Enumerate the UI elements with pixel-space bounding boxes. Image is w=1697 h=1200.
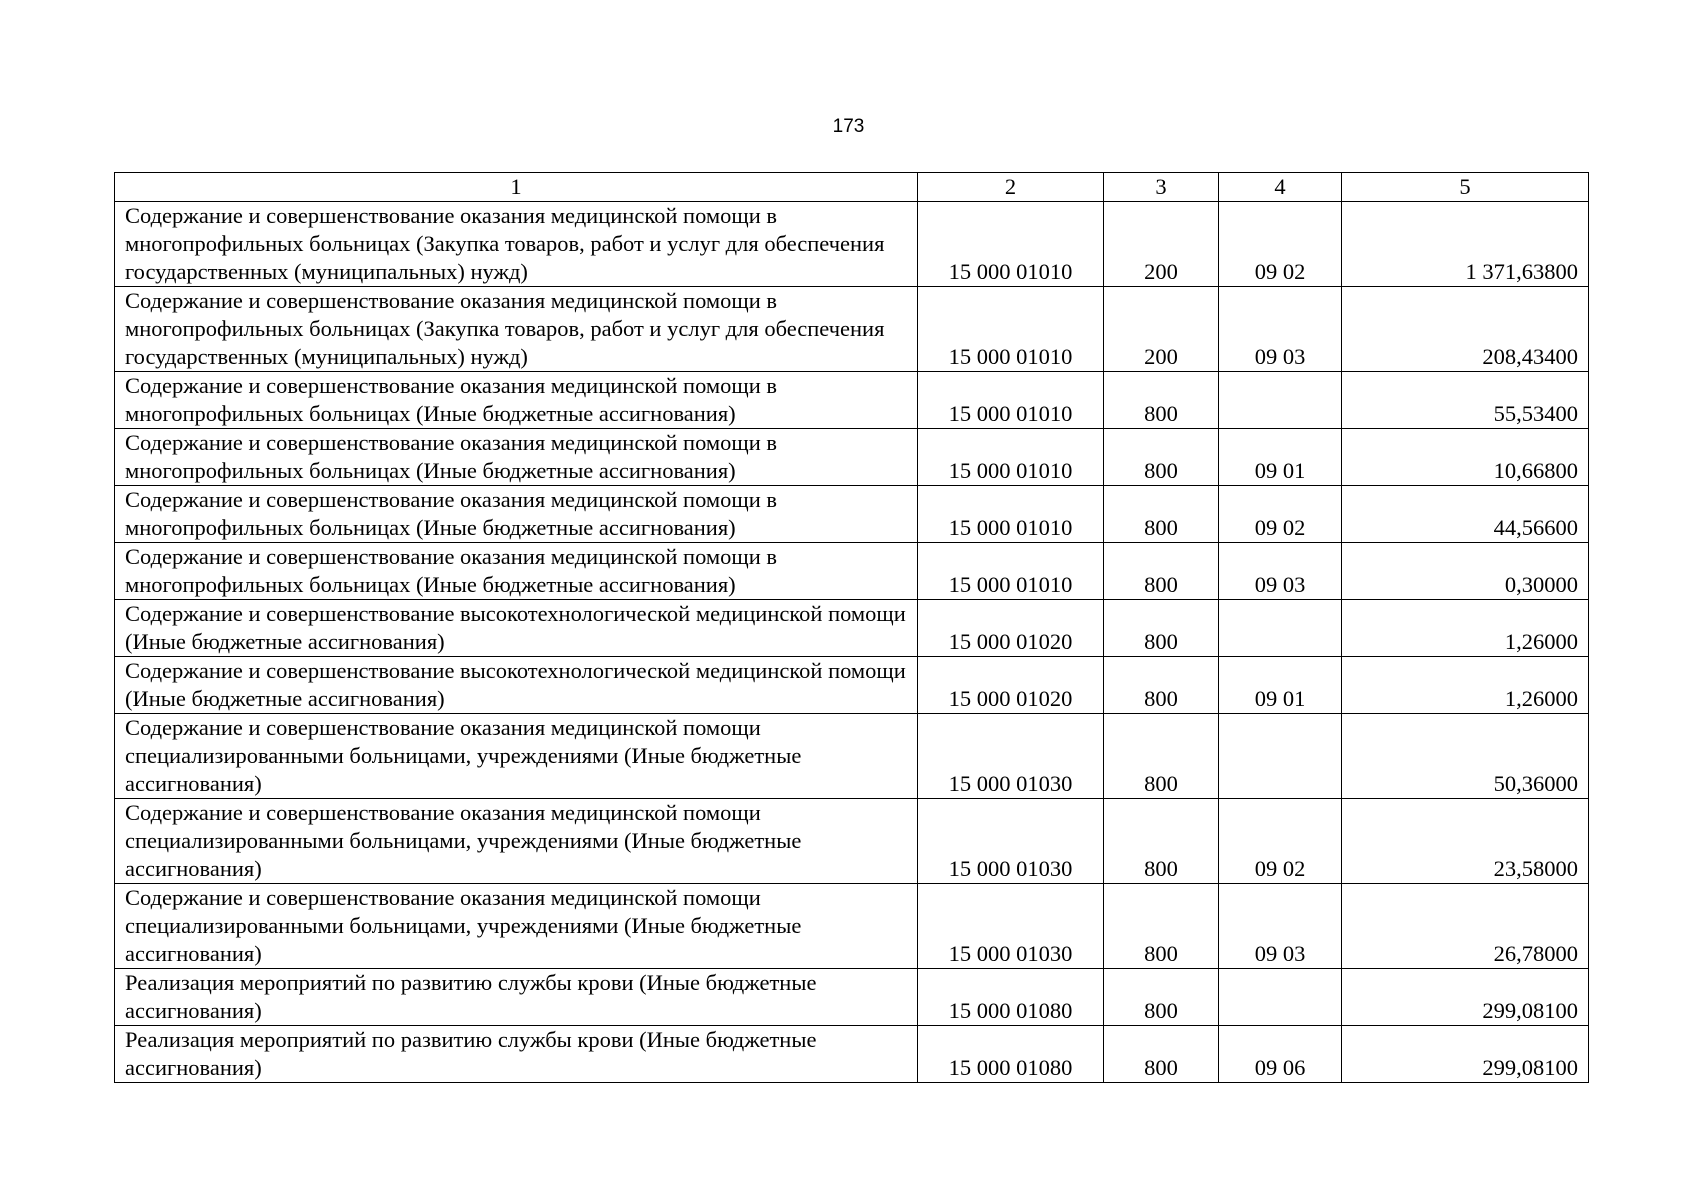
amount-cell: 299,08100 <box>1342 969 1589 1026</box>
section-cell <box>1219 600 1342 657</box>
table-row <box>115 372 1589 429</box>
section-cell: 09 03 <box>1219 884 1342 969</box>
expense-type-cell: 200 <box>1104 287 1219 372</box>
header-cell-3: 3 <box>1104 173 1219 202</box>
expense-name-cell: Содержание и совершенствование оказания медицинской помощи специализированными больницами, учреждениями (Иные бюджетные ассигнования) <box>115 799 918 884</box>
target-article-cell: 15 000 01080 <box>918 969 1104 1026</box>
section-cell: 09 01 <box>1219 657 1342 714</box>
page-number: 173 <box>832 116 865 137</box>
expense-name-cell: Содержание и совершенствование оказания медицинской помощи в многопрофильных больницах (Иные бюджетные ассигнования) <box>115 372 918 429</box>
target-article-cell: 15 000 01030 <box>918 884 1104 969</box>
table-row <box>115 486 1589 543</box>
header-cell-4: 4 <box>1219 173 1342 202</box>
table-row <box>115 429 1589 486</box>
amount-cell: 1,26000 <box>1342 657 1589 714</box>
target-article-cell: 15 000 01010 <box>918 287 1104 372</box>
expense-type-cell: 200 <box>1104 202 1219 287</box>
amount-cell: 299,08100 <box>1342 1026 1589 1083</box>
header-row <box>115 173 1589 202</box>
amount-cell: 23,58000 <box>1342 799 1589 884</box>
expense-type-cell: 800 <box>1104 372 1219 429</box>
table-row <box>115 600 1589 657</box>
section-cell: 09 06 <box>1219 1026 1342 1083</box>
section-cell: 09 01 <box>1219 429 1342 486</box>
target-article-cell: 15 000 01010 <box>918 486 1104 543</box>
target-article-cell: 15 000 01010 <box>918 543 1104 600</box>
table-row <box>115 884 1589 969</box>
table-row <box>115 799 1589 884</box>
header-cell-1: 1 <box>115 173 918 202</box>
expense-name-cell: Реализация мероприятий по развитию службы крови (Иные бюджетные ассигнования) <box>115 1026 918 1083</box>
expense-name-cell: Содержание и совершенствование оказания медицинской помощи в многопрофильных больницах (Иные бюджетные ассигнования) <box>115 486 918 543</box>
expense-type-cell: 800 <box>1104 884 1219 969</box>
section-cell: 09 03 <box>1219 287 1342 372</box>
expense-type-cell: 800 <box>1104 1026 1219 1083</box>
target-article-cell: 15 000 01030 <box>918 799 1104 884</box>
amount-cell: 10,66800 <box>1342 429 1589 486</box>
expense-name-cell: Содержание и совершенствование оказания медицинской помощи в многопрофильных больницах (Закупка товаров, работ и услуг для обеспечения государственных (муниципальных) нужд) <box>115 202 918 287</box>
table-row <box>115 969 1589 1026</box>
amount-cell: 208,43400 <box>1342 287 1589 372</box>
expense-type-cell: 800 <box>1104 543 1219 600</box>
amount-cell: 55,53400 <box>1342 372 1589 429</box>
expense-name-cell: Содержание и совершенствование оказания медицинской помощи специализированными больницами, учреждениями (Иные бюджетные ассигнования) <box>115 884 918 969</box>
table-row <box>115 657 1589 714</box>
amount-cell: 1 371,63800 <box>1342 202 1589 287</box>
target-article-cell: 15 000 01010 <box>918 202 1104 287</box>
section-cell: 09 02 <box>1219 202 1342 287</box>
target-article-cell: 15 000 01010 <box>918 372 1104 429</box>
target-article-cell: 15 000 01020 <box>918 600 1104 657</box>
table-row <box>115 543 1589 600</box>
amount-cell: 44,56600 <box>1342 486 1589 543</box>
expense-name-cell: Содержание и совершенствование высокотехнологической медицинской помощи (Иные бюджетные ассигнования) <box>115 600 918 657</box>
target-article-cell: 15 000 01080 <box>918 1026 1104 1083</box>
expense-type-cell: 800 <box>1104 429 1219 486</box>
amount-cell: 26,78000 <box>1342 884 1589 969</box>
table-row <box>115 202 1589 287</box>
target-article-cell: 15 000 01030 <box>918 714 1104 799</box>
section-cell <box>1219 372 1342 429</box>
expense-name-cell: Содержание и совершенствование оказания медицинской помощи специализированными больницами, учреждениями (Иные бюджетные ассигнования) <box>115 714 918 799</box>
expense-name-cell: Содержание и совершенствование высокотехнологической медицинской помощи (Иные бюджетные ассигнования) <box>115 657 918 714</box>
expense-name-cell: Содержание и совершенствование оказания медицинской помощи в многопрофильных больницах (Закупка товаров, работ и услуг для обеспечения государственных (муниципальных) нужд) <box>115 287 918 372</box>
expense-type-cell: 800 <box>1104 799 1219 884</box>
table-row <box>115 714 1589 799</box>
section-cell: 09 02 <box>1219 799 1342 884</box>
expense-type-cell: 800 <box>1104 714 1219 799</box>
expense-type-cell: 800 <box>1104 969 1219 1026</box>
section-cell <box>1219 969 1342 1026</box>
table-row <box>115 287 1589 372</box>
section-cell: 09 03 <box>1219 543 1342 600</box>
amount-cell: 1,26000 <box>1342 600 1589 657</box>
target-article-cell: 15 000 01010 <box>918 429 1104 486</box>
table-row <box>115 1026 1589 1083</box>
expense-type-cell: 800 <box>1104 657 1219 714</box>
amount-cell: 50,36000 <box>1342 714 1589 799</box>
expense-name-cell: Содержание и совершенствование оказания медицинской помощи в многопрофильных больницах (Иные бюджетные ассигнования) <box>115 543 918 600</box>
expense-type-cell: 800 <box>1104 600 1219 657</box>
section-cell: 09 02 <box>1219 486 1342 543</box>
expense-type-cell: 800 <box>1104 486 1219 543</box>
header-cell-5: 5 <box>1342 173 1589 202</box>
budget-table <box>114 172 1589 1083</box>
amount-cell: 0,30000 <box>1342 543 1589 600</box>
target-article-cell: 15 000 01020 <box>918 657 1104 714</box>
expense-name-cell: Реализация мероприятий по развитию службы крови (Иные бюджетные ассигнования) <box>115 969 918 1026</box>
section-cell <box>1219 714 1342 799</box>
header-cell-2: 2 <box>918 173 1104 202</box>
expense-name-cell: Содержание и совершенствование оказания медицинской помощи в многопрофильных больницах (Иные бюджетные ассигнования) <box>115 429 918 486</box>
